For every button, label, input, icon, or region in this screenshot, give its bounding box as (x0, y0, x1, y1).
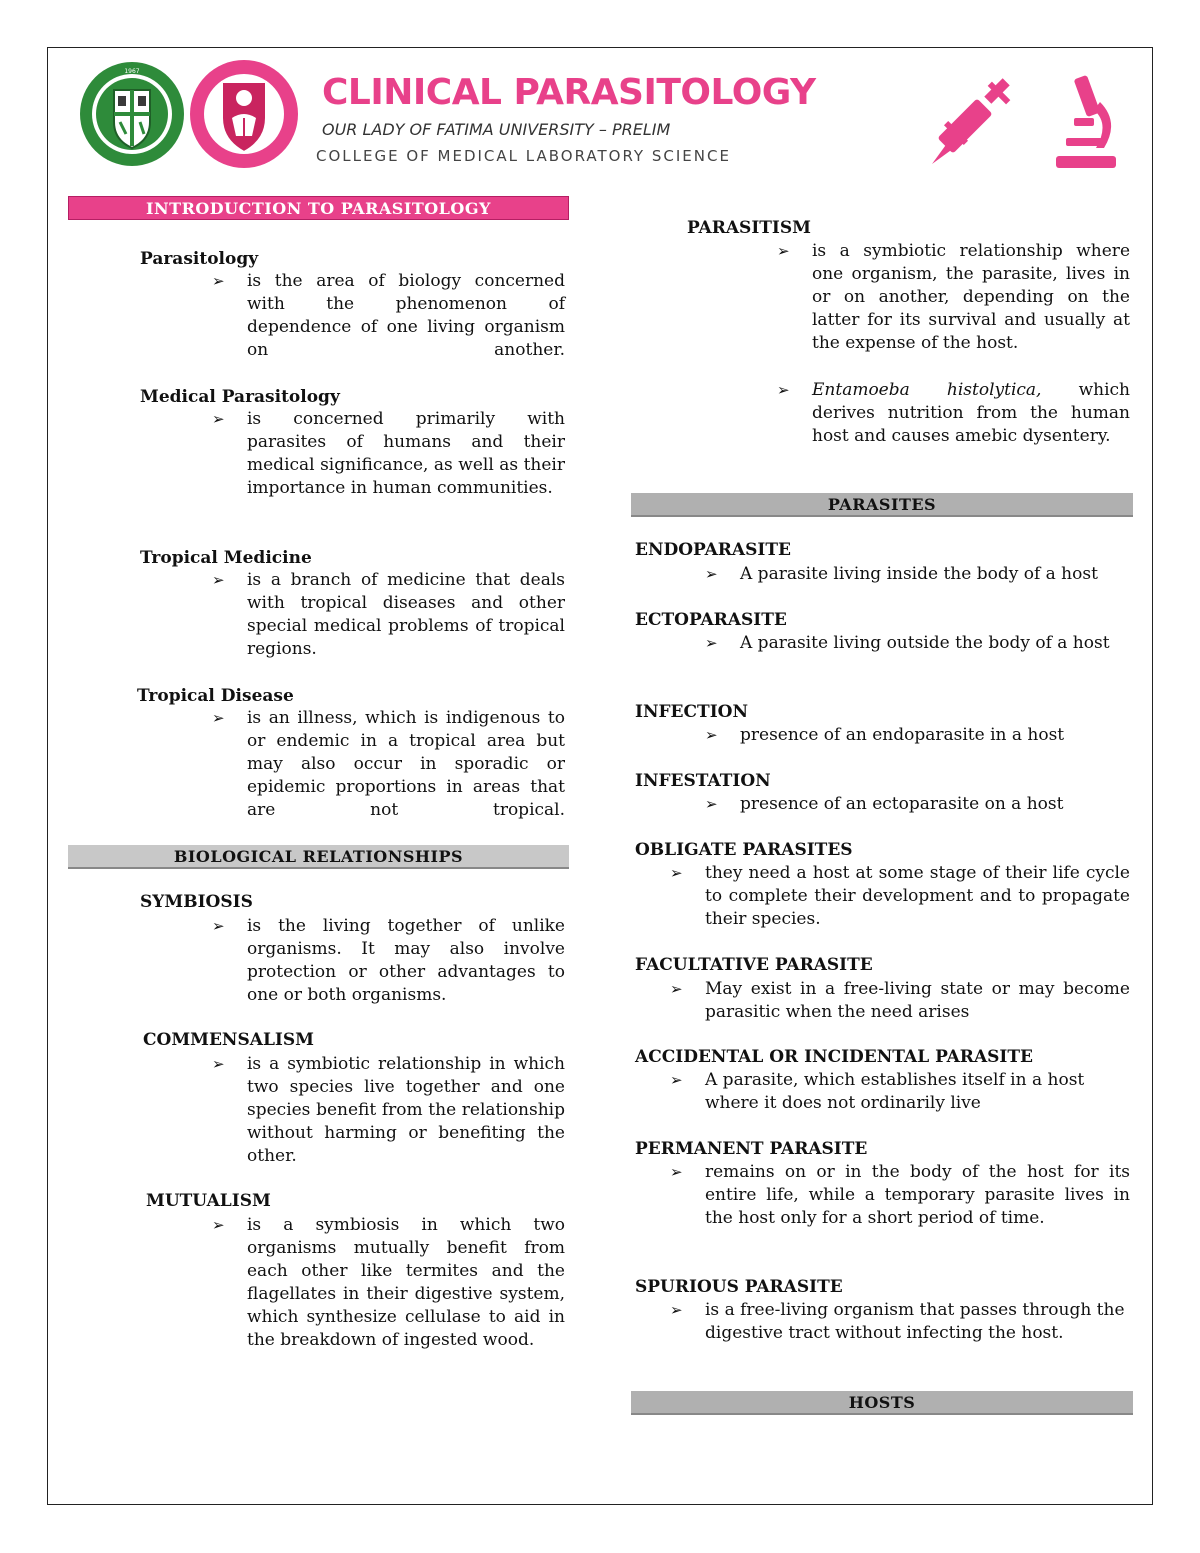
definition-commensalism: ➢ is a symbiotic relationship in which two species live together and one species benefit from the relationship without harming or benefiting the other. (212, 1054, 565, 1166)
term-endoparasite: ENDOPARASITE (635, 540, 791, 560)
bullet-arrow-icon: ➢ (705, 634, 718, 652)
bullet-arrow-icon: ➢ (777, 242, 790, 260)
term-facultative-parasite: FACULTATIVE PARASITE (635, 955, 873, 975)
definition-tropical-medicine: ➢ is a branch of medicine that deals with tropical diseases and other special medical problems of tropical regions. (212, 570, 565, 659)
term-tropical-disease: Tropical Disease (137, 686, 294, 706)
definition-infestation: ➢ presence of an ectoparasite on a host (705, 794, 1064, 814)
term-infection: INFECTION (635, 702, 748, 722)
definition-medical-parasitology: ➢ is concerned primarily with parasites of humans and their medical significance, as well as their importance in human communities. (212, 409, 565, 498)
term-infestation: INFESTATION (635, 771, 771, 791)
term-tropical-medicine: Tropical Medicine (140, 548, 312, 568)
college-name: COLLEGE OF MEDICAL LABORATORY SCIENCE (316, 147, 731, 165)
syringe-icon (928, 76, 1024, 168)
bullet-arrow-icon: ➢ (670, 1163, 683, 1181)
term-commensalism: COMMENSALISM (143, 1030, 314, 1050)
definition-accidental-parasite: ➢ A parasite, which establishes itself in a host where it does not ordinarily live (670, 1070, 1085, 1113)
svg-text:1967: 1967 (124, 68, 140, 75)
definition-ectoparasite: ➢ A parasite living outside the body of a host (705, 633, 1110, 653)
bullet-arrow-icon: ➢ (212, 272, 225, 290)
bullet-arrow-icon: ➢ (212, 1216, 225, 1234)
section-header-biological-relationships: BIOLOGICAL RELATIONSHIPS (68, 845, 569, 869)
document-title: CLINICAL PARASITOLOGY (322, 72, 816, 113)
term-ectoparasite: ECTOPARASITE (635, 610, 787, 630)
term-medical-parasitology: Medical Parasitology (140, 387, 340, 407)
term-spurious-parasite: SPURIOUS PARASITE (635, 1277, 843, 1297)
term-permanent-parasite: PERMANENT PARASITE (635, 1139, 868, 1159)
bullet-arrow-icon: ➢ (212, 917, 225, 935)
bullet-arrow-icon: ➢ (670, 980, 683, 998)
section-header-hosts: HOSTS (631, 1391, 1133, 1415)
microscope-icon (1050, 74, 1120, 170)
definition-infection: ➢ presence of an endoparasite in a host (705, 725, 1065, 745)
term-parasitology: Parasitology (140, 249, 259, 269)
bullet-arrow-icon: ➢ (212, 1055, 225, 1073)
definition-facultative-parasite: ➢ May exist in a free-living state or may become parasitic when the need arises (670, 979, 1130, 1022)
definition-symbiosis: ➢ is the living together of unlike organisms. It may also involve protection or other advantages to one or both organisms. (212, 916, 565, 1005)
definition-spurious-parasite: ➢ is a free-living organism that passes through the digestive tract without infecting the host. (670, 1300, 1125, 1343)
bullet-arrow-icon: ➢ (705, 565, 718, 583)
definition-parasitism: ➢ is a symbiotic relationship where one organism, the parasite, lives in or on another, depending on the latter for its survival and usually at the expense of the host. (777, 241, 1130, 353)
definition-parasitology: ➢ is the area of biology concerned with the phenomenon of dependence of one living organism on another. (212, 271, 565, 360)
section-header-introduction: INTRODUCTION TO PARASITOLOGY (68, 196, 569, 220)
definition-obligate-parasites: ➢ they need a host at some stage of their life cycle to complete their development and to propagate their species. (670, 863, 1130, 929)
bullet-arrow-icon: ➢ (670, 864, 683, 882)
bullet-arrow-icon: ➢ (212, 709, 225, 727)
definition-mutualism: ➢ is a symbiosis in which two organisms mutually benefit from each other like termites and the flagellates in their digestive system, which synthesize cellulase to aid in the breakdown of ingested wood. (212, 1215, 565, 1350)
bullet-arrow-icon: ➢ (212, 410, 225, 428)
term-accidental-parasite: ACCIDENTAL OR INCIDENTAL PARASITE (635, 1047, 1033, 1067)
definition-tropical-disease: ➢ is an illness, which is indigenous to or endemic in a tropical area but may also occur in sporadic or epidemic proportions in areas that are not tropical. (212, 708, 565, 820)
term-obligate-parasites: OBLIGATE PARASITES (635, 840, 853, 860)
college-seal-logo (188, 58, 300, 170)
bullet-arrow-icon: ➢ (670, 1071, 683, 1089)
term-mutualism: MUTUALISM (146, 1191, 271, 1211)
term-parasitism: PARASITISM (687, 218, 811, 238)
definition-permanent-parasite: ➢ remains on or in the body of the host for its entire life, while a temporary parasite lives in the host only for a short period of time. (670, 1162, 1130, 1228)
definition-parasitism-example: ➢ Entamoeba histolytica, which derives nutrition from the human host and causes amebic dysentery. (777, 380, 1130, 446)
document-subtitle: OUR LADY OF FATIMA UNIVERSITY – PRELIM (322, 120, 671, 139)
bullet-arrow-icon: ➢ (670, 1301, 683, 1319)
bullet-arrow-icon: ➢ (705, 726, 718, 744)
section-header-parasites: PARASITES (631, 493, 1133, 517)
bullet-arrow-icon: ➢ (212, 571, 225, 589)
bullet-arrow-icon: ➢ (777, 381, 790, 399)
bullet-arrow-icon: ➢ (705, 795, 718, 813)
definition-endoparasite: ➢ A parasite living inside the body of a host (705, 564, 1098, 584)
term-symbiosis: SYMBIOSIS (140, 892, 253, 912)
university-seal-logo (78, 60, 186, 168)
